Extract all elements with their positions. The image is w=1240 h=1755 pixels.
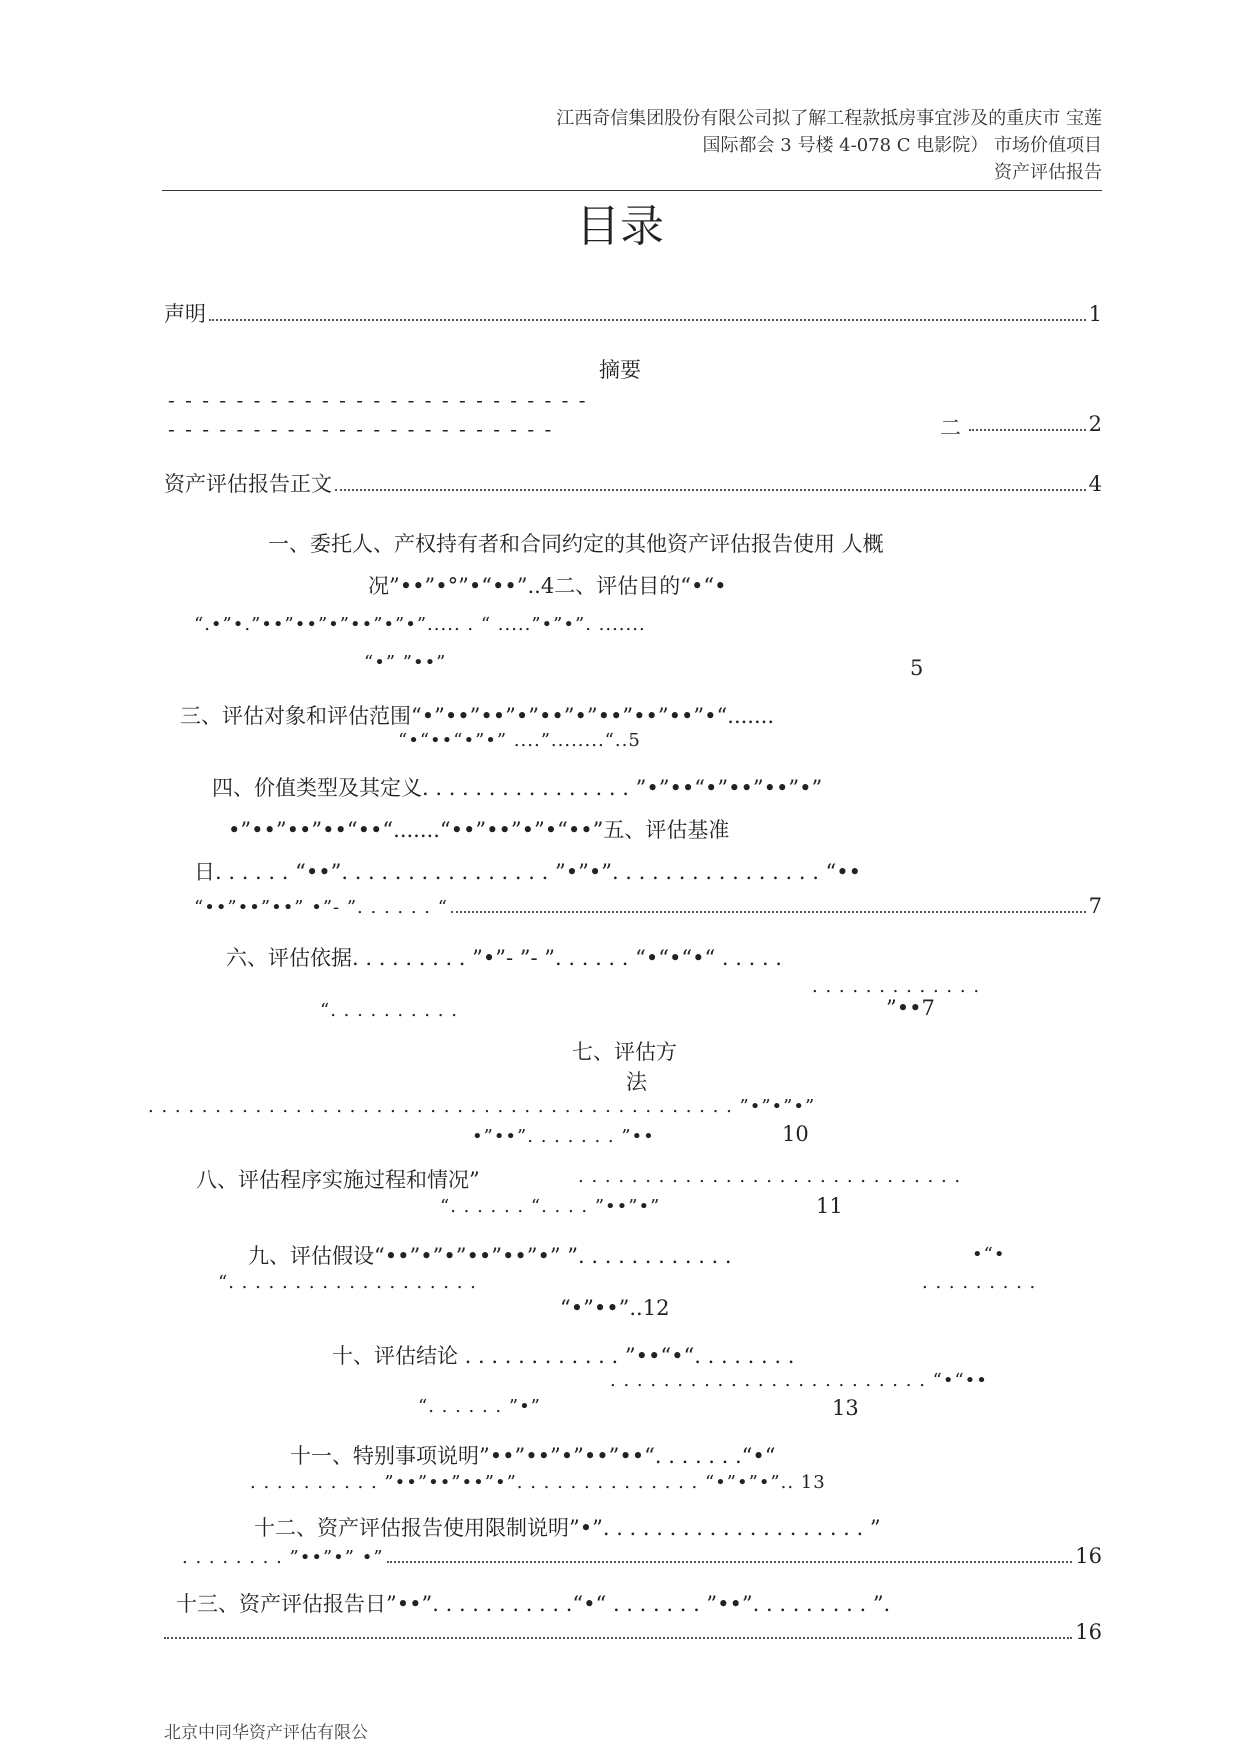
toc-entry-section-6[interactable]: 六、评估依据. . . . . . . . . ”•”- ”- ”. . . . . . “•“•“•“ . . . . . (226, 946, 782, 970)
toc-dots-row: “•“••“•”•” ....”........“..5 (398, 730, 641, 751)
toc-entry-section-13[interactable]: 十三、资产评估报告日”••”. . . . . . . . . . .“•“ . . . . . . . ”••”. . . . . . . . . ”. (176, 1592, 891, 1616)
toc-entry-section-1[interactable]: 一、委托人、产权持有者和合同约定的其他资产评估报告使用 人概 (268, 532, 884, 556)
toc-entry-section-2[interactable]: 况”••”•°”•“••”..4二、评估目的“•“• (368, 574, 727, 598)
header-line-2: 国际都会 3 号楼 4-078 C 电影院） 市场价值项目 (702, 135, 1102, 156)
toc-page-number: 16 (1075, 1544, 1102, 1568)
toc-dots-row: 日. . . . . . “••”. . . . . . . . . . . . . . . . ”•”•”. . . . . . . . . . . . . . . . “•• (194, 860, 862, 884)
toc-dots-row: . . . . . . . . . . . . . . . . . . . . . . . . . . . . . . . . . . . . . . . . . . . . ”•”•”•” (148, 1096, 816, 1117)
toc-mark: 二 (940, 416, 961, 440)
toc-entry-section-10[interactable]: 十、评估结论 . . . . . . . . . . . . ”••“•“. . . . . . . . (332, 1344, 795, 1368)
dot-leader (164, 1637, 1072, 1639)
toc-page-number: 1 (1088, 302, 1102, 326)
toc-dots-row: “•” ”••” (364, 652, 447, 673)
header-line-3: 资产评估报告 (994, 162, 1102, 183)
footer-company: 北京中同华资产评估有限公 (164, 1723, 368, 1743)
toc-label: “••”••”••” •”- ”. . . . . . “ (194, 897, 448, 918)
toc-entry-shengming[interactable] (164, 298, 1102, 328)
toc-page-number: 5 (910, 656, 924, 680)
toc-entry-section-8[interactable]: 八、评估程序实施过程和情况” (196, 1168, 480, 1192)
toc-page-number: 7 (1088, 894, 1102, 918)
toc-dots-row: “. . . . . . . . . . . . . . . . . . . (218, 1272, 477, 1293)
toc-page-number: 16 (1075, 1620, 1102, 1644)
toc-line-section-5 (194, 894, 1102, 918)
toc-dots-row: “. . . . . . ”•” (418, 1396, 541, 1417)
toc-page-number: “•”••”..12 (560, 1296, 670, 1320)
toc-dots-row: . . . . . . . . . . . . . . . . . . . . . . . . . . . . . (578, 1166, 962, 1187)
dot-leader (209, 319, 1086, 321)
toc-label-continued: 法 (626, 1070, 647, 1094)
toc-entry-section-5[interactable]: •”••”••”••“••“.......“••”••”•”•“••”五、评估基准 (228, 818, 730, 842)
toc-page-number: 13 (832, 1396, 859, 1420)
toc-dots-row: . . . . . . . . . . ”••”••”••”•”. . . . . . . . . . . . . . “•”•”•”.. 13 (250, 1472, 826, 1493)
page-title: 目录 (576, 201, 664, 252)
dot-leader (387, 1561, 1073, 1563)
toc-entry-section-3[interactable]: 三、评估对象和评估范围“•”••”••”•”••”•”••”••”••”•“....... (180, 704, 775, 728)
toc-label: 资产评估报告正文 (164, 472, 332, 496)
toc-dots-row: - - - - - - - - - - - - - - - - - - - - - - - (168, 417, 554, 441)
header-line-1: 江西奇信集团股份有限公司拟了解工程款抵房事宜涉及的重庆市 宝莲 (556, 108, 1102, 129)
toc-zhaiyao-leader (966, 412, 1102, 436)
toc-dots-row: “. . . . . . . . . . (320, 1000, 458, 1021)
toc-entry-section-7[interactable]: 七、评估方 (572, 1040, 677, 1064)
toc-entry-section-12[interactable]: 十二、资产评估报告使用限制说明”•”. . . . . . . . . . . . . . . . . . . . ” (254, 1516, 881, 1540)
toc-page-number: 10 (782, 1122, 809, 1146)
toc-page-number: 11 (816, 1194, 843, 1218)
toc-entry-zhengwen[interactable] (164, 468, 1102, 498)
dot-leader (969, 429, 1086, 431)
dot-leader (451, 911, 1086, 913)
toc-entry-section-4[interactable]: 四、价值类型及其定义. . . . . . . . . . . . . . . . ”•”••“•”••”••”•” (212, 776, 823, 800)
toc-line-section-12 (182, 1544, 1102, 1568)
toc-dots-row: •”••”. . . . . . . ”•• (472, 1126, 655, 1147)
toc-page-number: ”••7 (886, 996, 935, 1020)
dot-leader (335, 489, 1086, 491)
toc-line-section-13 (164, 1620, 1102, 1644)
toc-entry-zhaiyao[interactable]: 摘要 (599, 358, 641, 382)
toc-dots-row: - - - - - - - - - - - - - - - - - - - - - - - - - (168, 388, 588, 412)
toc-entry-section-11[interactable]: 十一、特别事项说明”••”••”•”••”••“. . . . . . .“•“ (290, 1444, 776, 1468)
toc-dots-row: “. . . . . . “. . . . ”••”•” (440, 1196, 661, 1217)
toc-dots-row: . . . . . . . . . . . . . (812, 976, 981, 997)
toc-dots-row: . . . . . . . . . . . . . . . . . . . . . . . . “•“•• (610, 1370, 988, 1391)
toc-dots-row: . . . . . . . . . (922, 1272, 1037, 1293)
toc-label: . . . . . . . . ”••”•” •” (182, 1547, 384, 1568)
toc-entry-section-9[interactable]: 九、评估假设“••”•”•”••”••”•” ”. . . . . . . . . . . . (248, 1244, 732, 1268)
toc-label: 声明 (164, 302, 206, 326)
toc-page-number: 4 (1088, 472, 1102, 496)
toc-page-number: 2 (1088, 412, 1102, 436)
toc-dots-row: •“• (972, 1244, 1006, 1265)
toc-dots-row: “.•”•.”••”••”•”••”•”•”..... . “ .....”•”•”. ....... (194, 614, 646, 635)
